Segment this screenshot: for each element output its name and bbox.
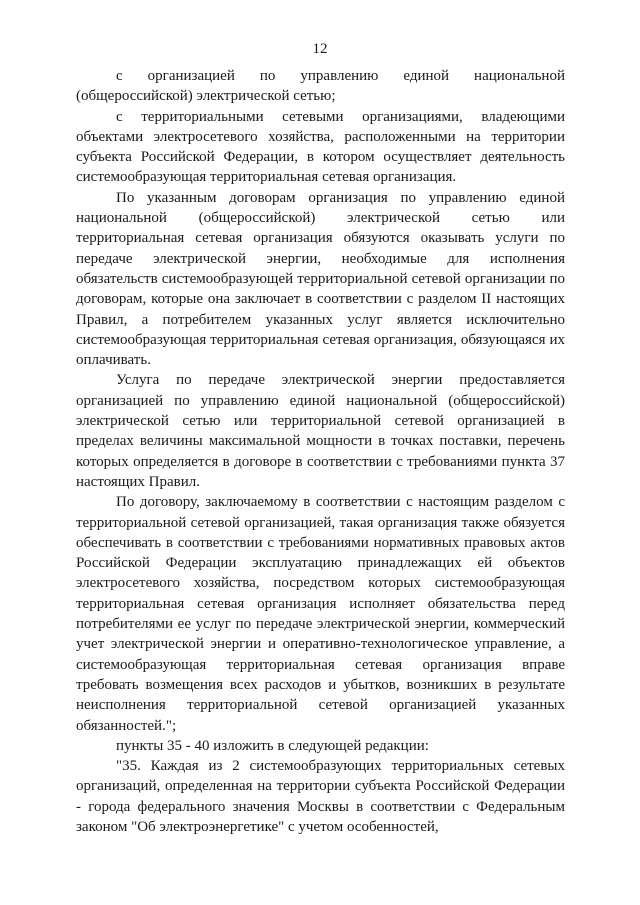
paragraph: По договору, заключаемому в соответствии с настоящим разделом с территориальной сетевой организацией, такая организация также обязуется обеспечивать в соответствии с требованиями нормативных правовых актов Российской Федерации эксплуатацию принадлежащих ей объектов электросетевого хозяйства, посредством которых системообразующая территориальная сетевая организация исполняет обязательства перед потребителями ее услуг по передаче электрической энергии, коммерческий учет электрической энергии и оперативно-технологическое управление, а системообразующая территориальная сетевая организация вправе требовать возмещения всех расходов и убытков, возникших в результате неисполнения территориальной сетевой организацией указанных обязанностей."; [76,494,565,734]
paragraph: с территориальными сетевыми организациями, владеющими объектами электросетевого хозяйства, расположенными на территории субъекта Российской Федерации, в котором осуществляет деятельность системообразующая территориальная сетевая организация. [76,108,565,186]
paragraph: По указанным договорам организация по управлению единой национальной (общероссийской) электрической сетью или территориальная сетевая организация обязуются оказывать услуги по передаче электрической энергии, необходимые для исполнения обязательств системообразующей территориальной сетевой организации по договорам, которые она заключает в соответствии с разделом II настоящих Правил, а потребителем указанных услуг является исключительно системообразующая территориальная сетевая организация, обязующаяся их оплачивать. [76,189,565,369]
paragraph: пункты 35 - 40 изложить в следующей редакции: [116,737,429,754]
paragraph: с организацией по управлению единой национальной (общероссийской) электрической сетью; [76,68,565,105]
paragraph: Услуга по передаче электрической энергии предоставляется организацией по управлению единой национальной (общероссийской) электрической сетью или территориальной сетевой организацией в пределах величины максимальной мощности в точках поставки, перечень которых определяется в договоре в соответствии с требованиями пункта 37 настоящих Правил. [76,372,565,490]
page-number: 12 [312,41,328,57]
document-body [76,66,565,837]
paragraph: "35. Каждая из 2 системообразующих территориальных сетевых организаций, определенная на территории субъекта Российской Федерации - города федерального значения Москвы в соответствии с Федеральным законом "Об электроэнергетике" с учетом особенностей, [76,758,565,835]
